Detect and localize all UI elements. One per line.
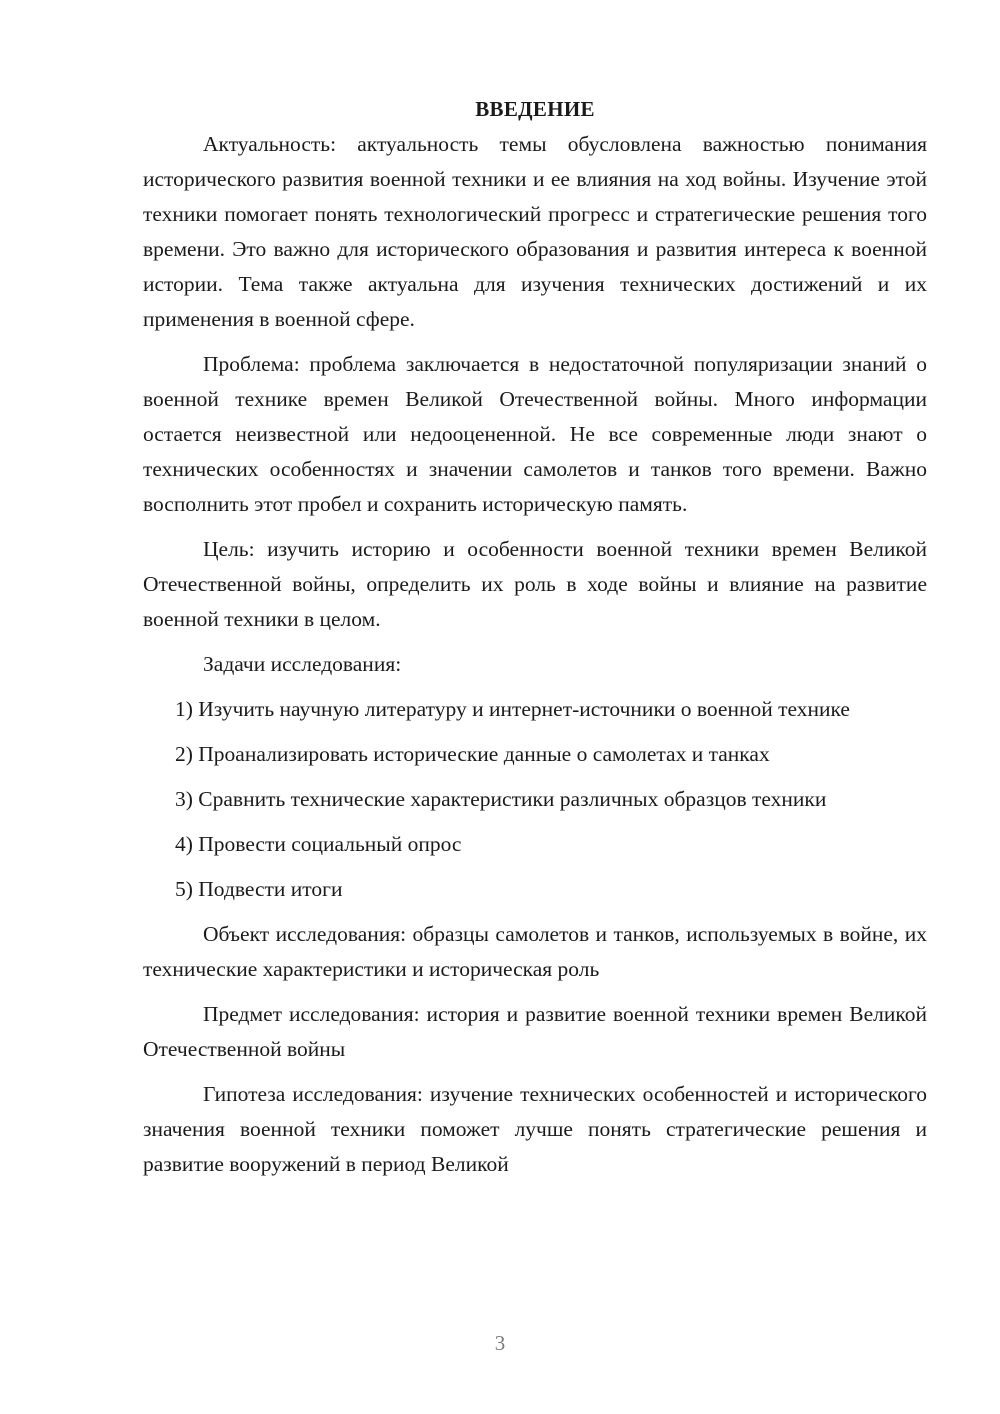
paragraph-relevance: Актуальность: актуальность темы обусловлена важностью понимания исторического развития военной техники и ее влияния на ход войны. Изучение этой техники помогает понять технологический прогресс и стратегические решения того времени. Это важно для исторического образования и развития интереса к военной истории. Тема также актуальна для изучения технических достижений и их применения в военной сфере. (143, 132, 927, 331)
page-number: 3 (494, 1331, 506, 1355)
tasks-list (143, 692, 927, 907)
page-title: ВВЕДЕНИЕ (475, 97, 595, 121)
list-item: 3) Сравнить технические характеристики различных образцов техники (175, 787, 827, 811)
list-item: 4) Провести социальный опрос (175, 832, 462, 856)
page-content (143, 92, 927, 1192)
paragraph-hypothesis: Гипотеза исследования: изучение технических особенностей и исторического значения военной техники поможет лучше понять стратегические решения и развитие вооружений в период Великой (143, 1082, 927, 1176)
paragraph-goal: Цель: изучить историю и особенности военной техники времен Великой Отечественной войны, определить их роль в ходе войны и влияние на развитие военной техники в целом. (143, 537, 927, 631)
list-item: 1) Изучить научную литературу и интернет-источники о военной технике (175, 697, 850, 721)
paragraph-problem: Проблема: проблема заключается в недостаточной популяризации знаний о военной технике времен Великой Отечественной войны. Много информации остается неизвестной или недооцененной. Не все современные люди знают о технических особенностях и значении самолетов и танков того времени. Важно восполнить этот пробел и сохранить историческую память. (143, 352, 927, 516)
paragraph-subject: Предмет исследования: история и развитие военной техники времен Великой Отечественной войны (143, 1002, 927, 1061)
list-item: 2) Проанализировать исторические данные о самолетах и танках (175, 742, 770, 766)
paragraph-object: Объект исследования: образцы самолетов и танков, используемых в войне, их технические характеристики и историческая роль (143, 922, 927, 981)
tasks-heading: Задачи исследования: (203, 652, 402, 676)
list-item: 5) Подвести итоги (175, 877, 343, 901)
